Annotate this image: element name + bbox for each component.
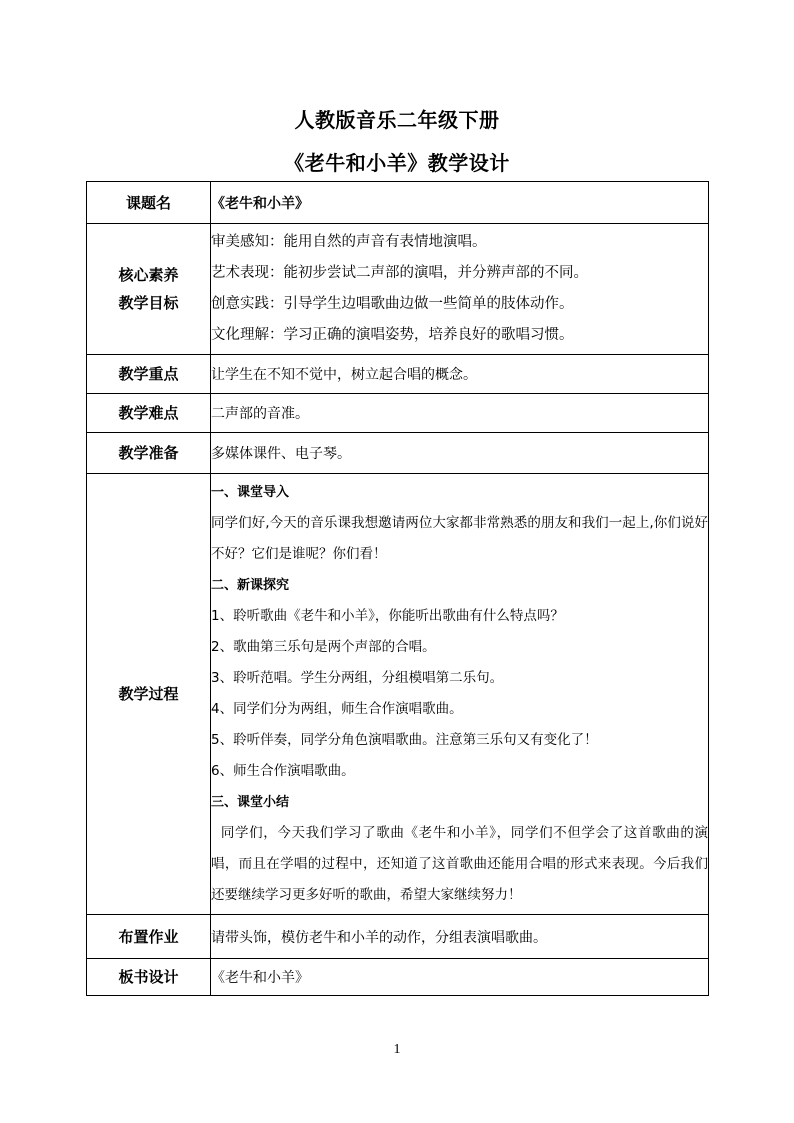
table-row-difficulties [87,394,709,433]
process-step: 1、聆听歌曲《老牛和小羊》，你能听出歌曲有什么特点吗？ [211,608,564,624]
homework-value: 请带头饰，模仿老牛和小羊的动作，分组表演唱歌曲。 [211,915,709,959]
goal-item: 创意实践：引导学生边唱歌曲边做一些简单的肢体动作。 [211,296,574,312]
table-row-homework [87,915,709,959]
table-row-preparation [87,433,709,474]
section-heading-intro: 一、课堂导入 [211,485,290,500]
goal-item: 艺术表现：能初步尝试二声部的演唱，并分辨声部的不同。 [211,265,588,281]
lesson-title-value: 《老牛和小羊》 [211,182,709,224]
table-row-goals [87,224,709,355]
goal-item: 审美感知：能用自然的声音有表情地演唱。 [211,234,487,250]
lesson-plan-table [86,181,709,996]
table-row-lesson-title [87,182,709,224]
document-title: 人教版音乐二年级下册 [294,108,500,132]
table-row-key-points [87,355,709,394]
page-number: 1 [393,1042,401,1057]
document-subtitle: 《老牛和小羊》教学设计 [284,151,510,175]
process-content [211,474,709,915]
board-label: 板书设计 [87,959,211,996]
section-heading-explore: 二、新课探究 [211,578,290,593]
goals-label [87,224,211,355]
process-step: 6、师生合作演唱歌曲。 [211,763,355,779]
difficulties-label: 教学难点 [87,394,211,433]
preparation-value: 多媒体课件、电子琴。 [211,433,709,474]
goals-label-line1: 核心素养 [118,266,179,284]
process-step: 2、歌曲第三乐句是两个声部的合唱。 [211,639,436,655]
section-heading-summary: 三、课堂小结 [211,795,290,810]
goals-content [211,224,709,355]
table-row-board [87,959,709,996]
difficulties-value: 二声部的音准。 [211,394,709,433]
preparation-label: 教学准备 [87,433,211,474]
board-value: 《老牛和小羊》 [211,959,709,996]
lesson-title-label: 课题名 [87,182,211,224]
process-step: 3、聆听范唱。学生分两组，分组模唱第二乐句。 [211,670,504,686]
process-label: 教学过程 [87,474,211,915]
process-step: 4、同学们分为两组，师生合作演唱歌曲。 [211,701,463,717]
process-step: 5、聆听伴奏，同学分角色演唱歌曲。注意第三乐句又有变化了！ [211,732,598,748]
table-row-process [87,474,709,915]
goals-label-line2: 教学目标 [118,294,179,312]
key-points-label: 教学重点 [87,355,211,394]
section-summary-text: 同学们，今天我们学习了歌曲《老牛和小羊》，同学们不但学会了这首歌曲的演唱，而且在学唱的过程中，还知道了这首歌曲还能用合唱的形式来表现。今后我们还要继续学习更多好听的歌曲，希望大家继续努力！ [211,825,708,903]
key-points-value: 让学生在不知不觉中，树立起合唱的概念。 [211,355,709,394]
homework-label: 布置作业 [87,915,211,959]
goal-item: 文化理解：学习正确的演唱姿势，培养良好的歌唱习惯。 [211,327,574,343]
section-intro-text: 同学们好,今天的音乐课我想邀请两位大家都非常熟悉的朋友和我们一起上,你们说好不好？它们是谁呢？你们看！ [211,515,708,562]
